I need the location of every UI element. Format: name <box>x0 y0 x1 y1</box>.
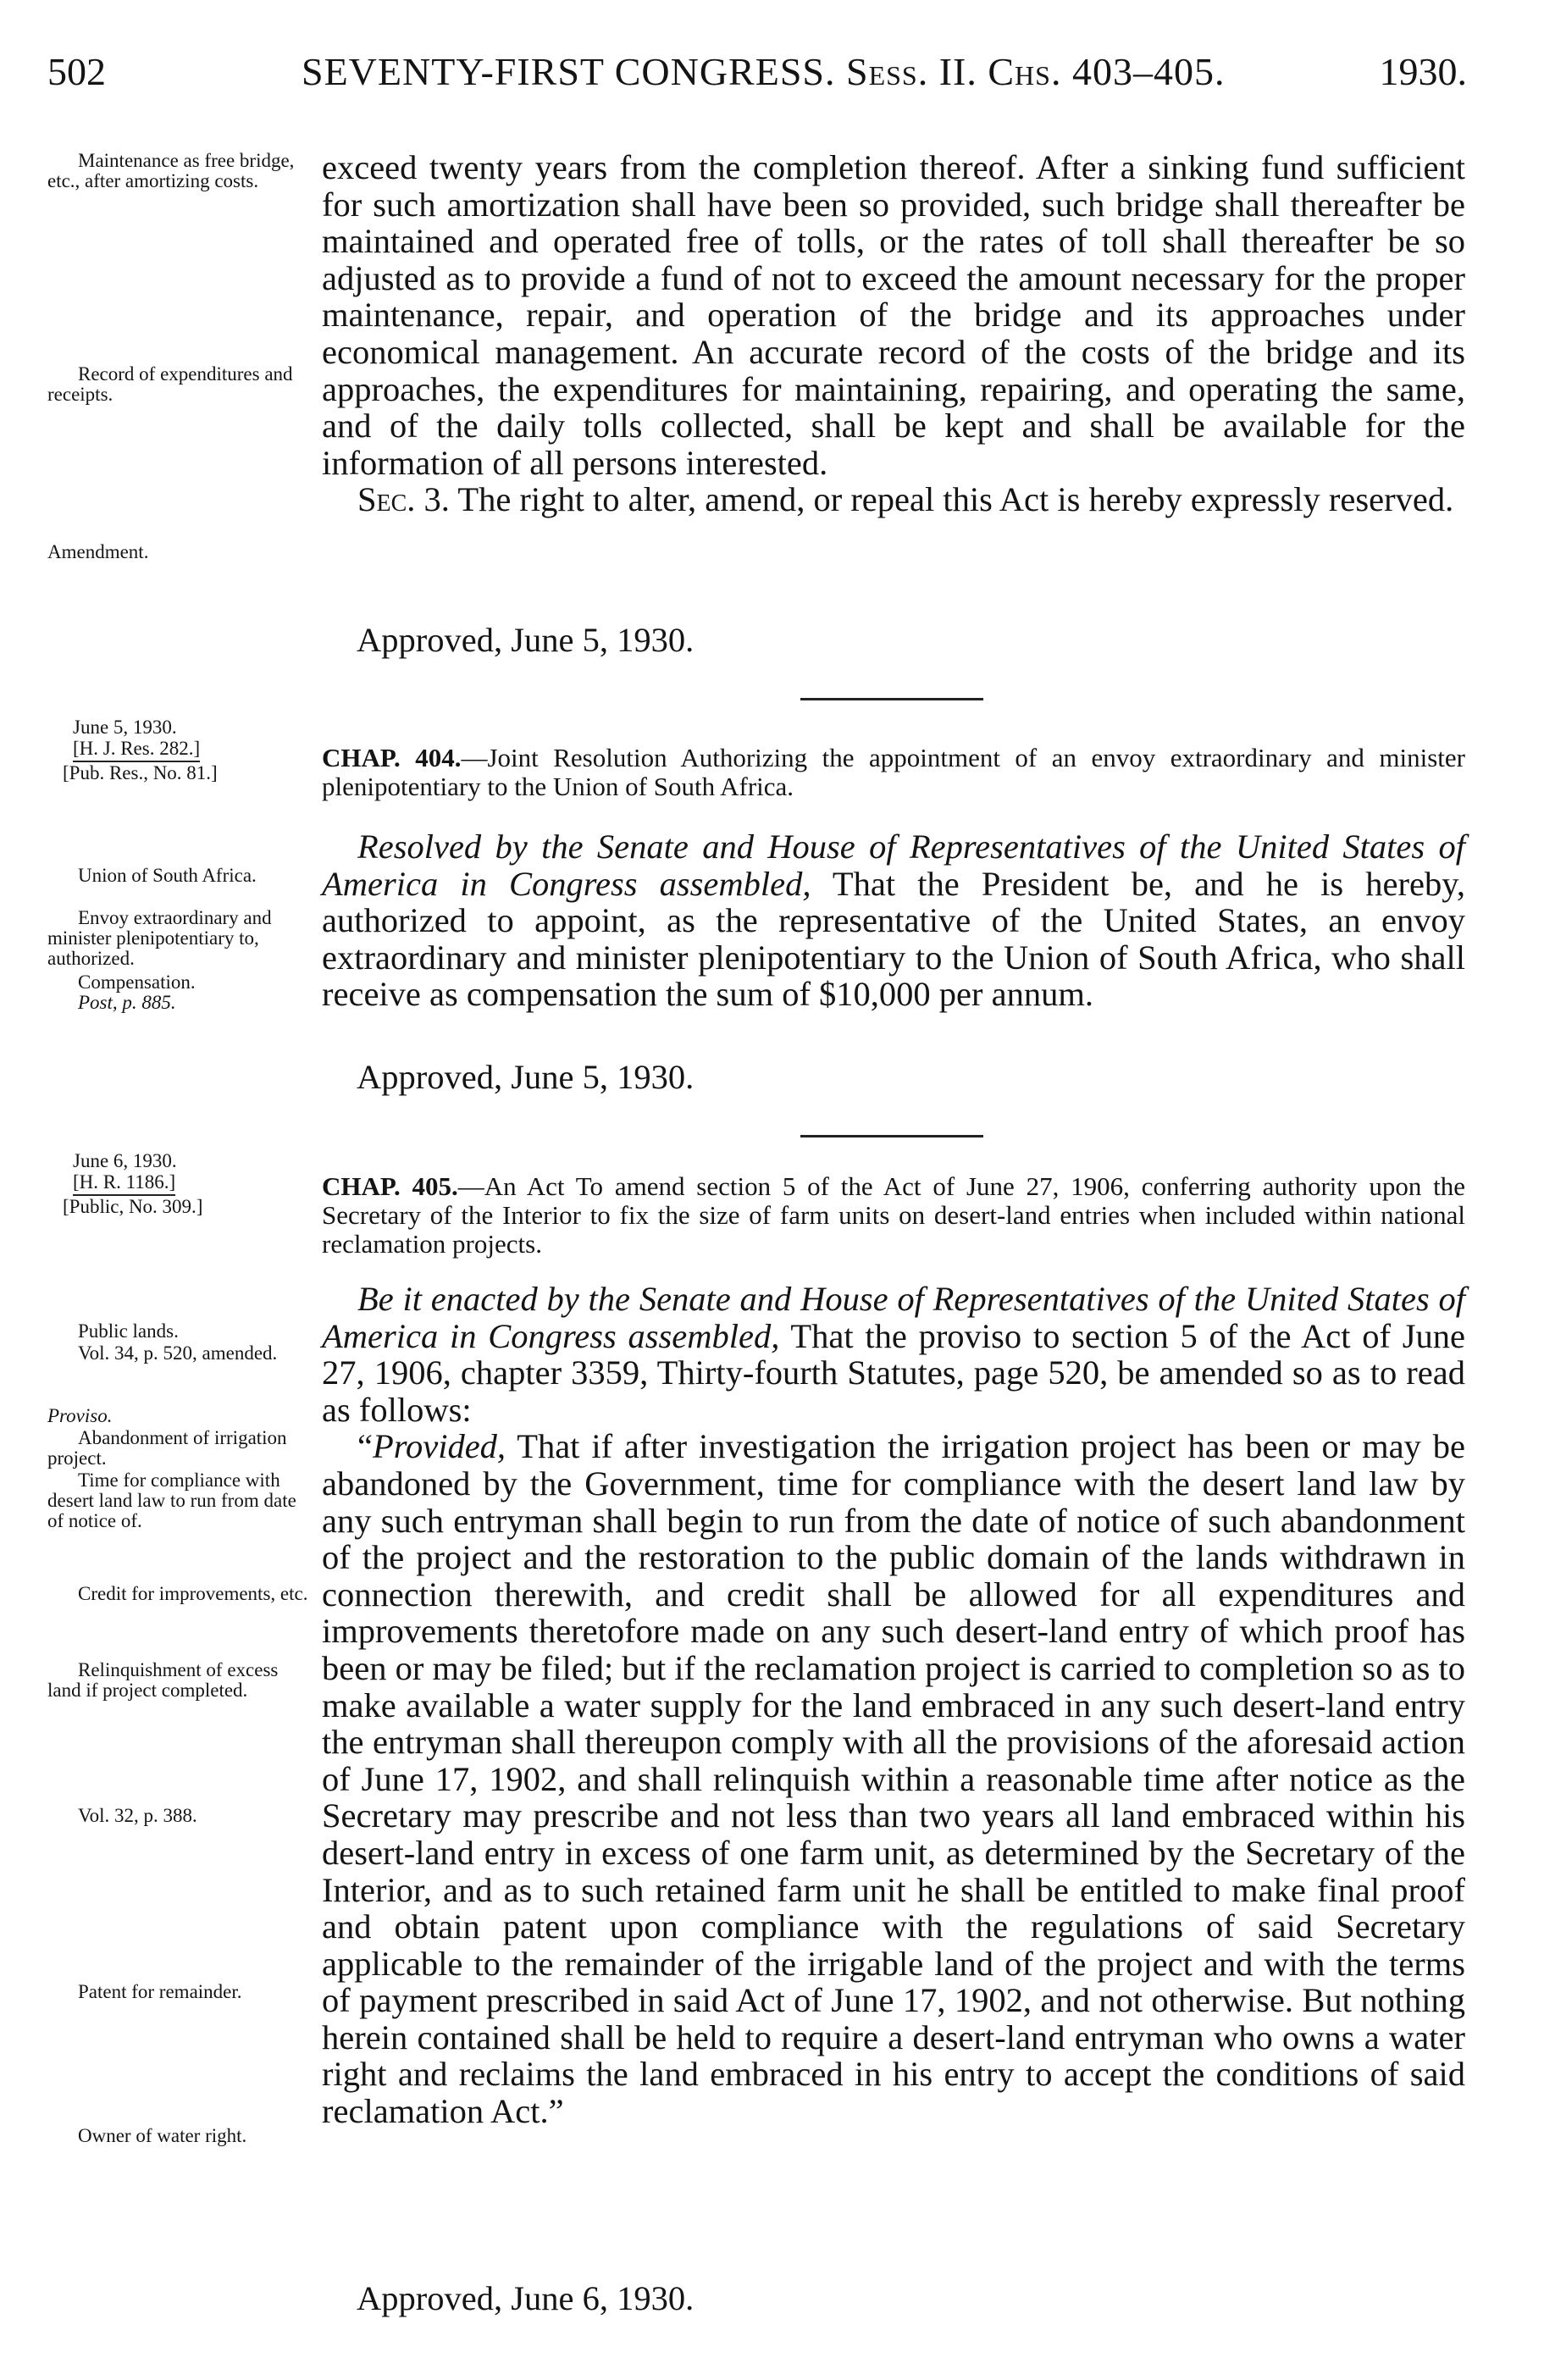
enactment-text: That the proviso to section 5 of the Act of June 27, 1906, chapter 3359, Thirty-fourth Statutes, page 520, be amended so as to read as follows: <box>322 1316 1465 1429</box>
chap403-paragraph: exceed twenty years from the completion thereof. After a sinking fund sufficient for such amortization shall have been so provided, such bridge shall thereafter be maintained and operated free of tolls, or the rates of toll shall thereafter be so adjusted as to provide a fund of not to exceed the amount necessary for the proper maintenance, repair, and operation of the bridge and its approaches under economical management. An accurate record of the costs of the bridge and its approaches, the expenditures for maintaining, repairing, and operating the same, and of the daily tolls collected, shall be kept and shall be available for the information of all persons interested. <box>322 148 1465 482</box>
section-text: The right to alter, amend, or repeal this Act is hereby expressly reserved. <box>457 480 1454 519</box>
margin-note: Amendment. <box>47 541 149 562</box>
running-header <box>47 49 1467 100</box>
margin-note: Compensation. <box>78 971 196 993</box>
chapter-label: CHAP. 404. <box>322 743 462 772</box>
margin-note: Envoy extraordinary and minister plenipotentiary to, authorized. <box>47 907 272 969</box>
margin-note: Post, p. 885. <box>78 992 176 1013</box>
chap405-heading <box>322 1172 1465 1259</box>
margin-note: Proviso. <box>47 1405 113 1426</box>
chap403-section-3 <box>322 481 1465 518</box>
resolving-clause: Resolved by the Senate and House of Representatives of the United States of America in Congress assembled, <box>322 827 1465 903</box>
header-session: Sess. II. <box>845 50 977 93</box>
chap405-date: June 6, 1930. <box>73 1150 177 1171</box>
chap405-approved: Approved, June 6, 1930. <box>357 2279 695 2317</box>
margin-note: Credit for improvements, etc. <box>78 1583 308 1604</box>
margin-note: Relinquishment of excess land if project completed. <box>47 1659 279 1701</box>
margin-note: Patent for remainder. <box>78 1981 242 2002</box>
resolution-text: That the President be, and he is hereby, authorized to appoint, as the representative of the United States, an envoy extraordinary and minister plenipotentiary to the Union of South Africa, who shall receive as compensation the sum of $10,000 per annum. <box>322 864 1465 1014</box>
chap404-resolution-number: [H. J. Res. 282.] <box>73 738 200 762</box>
margin-note: Public lands. <box>78 1320 179 1342</box>
chap404-public-resolution: [Pub. Res., No. 81.] <box>63 762 218 783</box>
open-quote: “ <box>357 1427 373 1466</box>
section-divider <box>800 698 983 700</box>
chap403-body <box>322 149 1465 518</box>
chap405-enactment <box>322 1281 1465 1428</box>
chap404-sidehead <box>47 717 310 783</box>
margin-note: Abandonment of irrigation project. <box>47 1427 287 1469</box>
section-divider <box>800 1135 983 1137</box>
margin-note: Vol. 34, p. 520, amended. <box>78 1342 278 1364</box>
margin-note: Vol. 32, p. 388. <box>78 1805 197 1826</box>
header-year: 1930. <box>1379 50 1467 93</box>
enacting-clause: Be it enacted by the Senate and House of Representatives of the United States of America in Congress assembled, <box>322 1280 1465 1355</box>
chap405-proviso <box>322 1428 1465 2129</box>
chapter-label: CHAP. 405. <box>322 1171 458 1201</box>
margin-note: Maintenance as free bridge, etc., after amortizing costs. <box>47 150 295 191</box>
chap404-resolution <box>322 828 1465 1013</box>
header-chapters: Chs. 403–405. <box>988 50 1226 93</box>
header-title <box>302 49 1225 94</box>
chap405-public-law: [Public, No. 309.] <box>63 1196 203 1217</box>
proviso-text: That if after investigation the irrigation project has been or may be abandoned by the Government, time for compliance with the desert land law by any such entryman shall begin to run from the date of notice of such abandonment of the project and the restoration to the public domain of the lands withdrawn in connection therewith, and credit shall be allowed for all expenditures and improvements theretofore made on any such desert-land entry of which proof has been or may be filed; but if the reclamation project is carried to completion so as to make available a water supply for the land embraced in any such desert-land entry the entryman shall thereupon comply with all the provisions of the aforesaid action of June 17, 1902, and shall relinquish within a reasonable time after notice as the Secretary may prescribe and not less than two years all land embraced within his desert-land entry in excess of one farm unit, as determined by the Secretary of the Interior, and as to such retained farm unit he shall be entitled to make final proof and obtain patent upon compliance with the regulations of said Secretary applicable to the remainder of the irrigable land of the project and with the terms of payment prescribed in said Act of June 17, 1902, and not otherwise. But nothing herein contained shall be held to require a desert-land entryman who owns a water right and reclaims the land embraced in his entry to accept the conditions of said reclamation Act.” <box>322 1427 1465 2131</box>
chap403-approved: Approved, June 5, 1930. <box>357 621 695 659</box>
chapter-title: —An Act To amend section 5 of the Act of June 27, 1906, conferring authority upon the Secretary of the Interior to fix the size of farm units on desert-land entries when included within national reclamation projects. <box>322 1171 1465 1259</box>
proviso-word: Provided, <box>372 1427 506 1466</box>
margin-note: Time for compliance with desert land law to run from date of notice of. <box>47 1470 296 1531</box>
margin-note: Owner of water right. <box>78 2125 247 2146</box>
chap405-body <box>322 1281 1465 2130</box>
chap405-sidehead <box>47 1150 310 1217</box>
margin-note: Record of expenditures and receipts. <box>47 363 293 405</box>
chap404-body <box>322 828 1465 1013</box>
page-number: 502 <box>47 50 106 93</box>
section-label: Sec. 3. <box>357 480 450 519</box>
chap404-approved: Approved, June 5, 1930. <box>357 1058 695 1096</box>
chap405-bill-number: [H. R. 1186.] <box>73 1171 175 1196</box>
chapter-title: —Joint Resolution Authorizing the appointment of an envoy extraordinary and minister plenipotentiary to the Union of South Africa. <box>322 743 1465 801</box>
chap404-heading <box>322 744 1465 801</box>
margin-note: Union of South Africa. <box>78 865 257 886</box>
header-congress: SEVENTY-FIRST CONGRESS. <box>302 50 836 93</box>
chap404-date: June 5, 1930. <box>73 717 177 738</box>
